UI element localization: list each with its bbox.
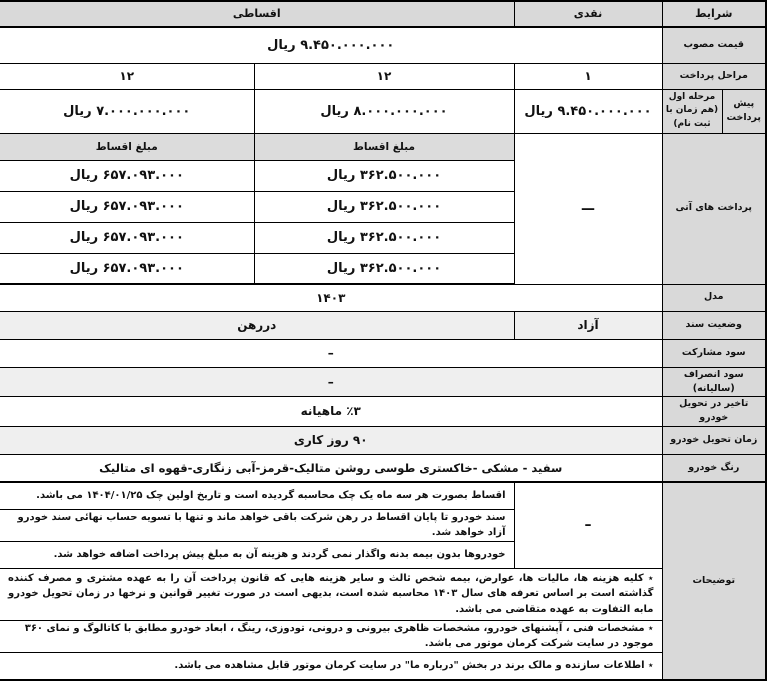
header-installment: اقساطی (0, 1, 514, 27)
participation-profit-label: سود مشارکت (662, 339, 766, 367)
down-payment-stage-label (662, 89, 722, 133)
model-label: مدل (662, 284, 766, 311)
document-status-cash: آزاد (514, 311, 662, 339)
delivery-delay-value: ٪۳ ماهیانه (0, 397, 662, 427)
car-color-value: سفید - مشکی -خاکستری طوسی روشن متالیک-قرمز-آبی زنگاری-قهوه ای متالیک (0, 454, 662, 482)
car-color-label: رنگ خودرو (662, 454, 766, 482)
note-row-wide: ٭ مشخصات فنی ، آپشنهای خودرو، مشخصات ظاهری بیرونی و درونی، تودوزی، رینگ ، ابعاد خودرو مطابق با کاتالوگ و نمای ۳۶۰ موجود در سایت شرکت کرمان موتور می باشد. (0, 620, 662, 652)
payment-stages-installment-b: ۱۲ (254, 63, 514, 89)
approved-price-label: قیمت مصوب (662, 27, 766, 63)
document-status-label: وضعیت سند (662, 311, 766, 339)
note-row-wide: ٭ اطلاعات سازنده و مالک برند در بخش "درباره ما" در سایت کرمان موتور قابل مشاهده می باشد. (0, 652, 662, 680)
header-cash: نقدی (514, 1, 662, 27)
down-payment-stage-line2: (هم زمان با ثبت نام) (665, 105, 719, 129)
delivery-time-label: زمان تحویل خودرو (662, 426, 766, 454)
cancellation-profit-label: سود انصراف (سالیانه) (662, 367, 766, 397)
participation-profit-value: – (0, 339, 662, 367)
payment-stages-cash: ۱ (514, 63, 662, 89)
installment-row: ۳۶۲.۵۰۰.۰۰۰ ریال (254, 160, 514, 191)
down-payment-label: پیش پرداخت (722, 89, 766, 133)
installment-row: ۳۶۲.۵۰۰.۰۰۰ ریال (254, 253, 514, 284)
note-row: سند خودرو تا پایان اقساط در رهن شرکت باقی خواهد ماند و تنها با تسویه حساب نهائی سند خودرو آزاد خواهد شد. (0, 509, 514, 541)
installment-row: ۳۶۲.۵۰۰.۰۰۰ ریال (254, 191, 514, 222)
future-payments-label: پرداخت های آتی (662, 133, 766, 284)
down-payment-installment-a: ۷.۰۰۰.۰۰۰.۰۰۰ ریال (0, 89, 254, 133)
installment-row: ۶۵۷.۰۹۳.۰۰۰ ریال (0, 191, 254, 222)
note-row: خودروها بدون بیمه بدنه واگذار نمی گردند و هزینه آن به مبلغ پیش پرداخت اضافه خواهد شد. (0, 541, 514, 568)
notes-label: توضیحات (662, 482, 766, 680)
installment-row: ۶۵۷.۰۹۳.۰۰۰ ریال (0, 253, 254, 284)
cancellation-profit-value: – (0, 367, 662, 397)
down-payment-installment-b: ۸.۰۰۰.۰۰۰.۰۰۰ ریال (254, 89, 514, 133)
installment-row: ۶۵۷.۰۹۳.۰۰۰ ریال (0, 222, 254, 253)
installment-amount-header-b: مبلغ اقساط (254, 133, 514, 160)
payment-stages-installment-a: ۱۲ (0, 63, 254, 89)
payment-stages-label: مراحل پرداخت (662, 63, 766, 89)
installment-amount-header-a: مبلغ اقساط (0, 133, 254, 160)
future-payments-cash-dash: — (514, 133, 662, 284)
installment-row: ۶۵۷.۰۹۳.۰۰۰ ریال (0, 160, 254, 191)
delivery-delay-label: تاخیر در تحویل خودرو (662, 397, 766, 427)
model-value: ۱۴۰۳ (0, 284, 662, 311)
delivery-time-value: ۹۰ روز کاری (0, 426, 662, 454)
down-payment-stage-line1: مرحله اول (668, 91, 716, 102)
note-row: اقساط بصورت هر سه ماه یک چک محاسبه گردیده است و تاریخ اولین چک ۱۴۰۴/۰۱/۲۵ می باشد. (0, 482, 514, 509)
installment-row: ۳۶۲.۵۰۰.۰۰۰ ریال (254, 222, 514, 253)
note-row-wide: ٭ کلیه هزینه ها، مالیات ها، عوارض، بیمه شخص ثالث و سایر هزینه هایی که قانون پرداخت آن را به عهده مشتری و مصرف کننده گذاشته است بر اساس تعرفه های سال ۱۴۰۳ محاسبه شده است، بدیهی است در صورت تغییر قوانین و نرخها در زمان تحویل خودرو مابه التفاوت به عهده متقاضی می باشد. (0, 568, 662, 620)
approved-price-value: ۹.۴۵۰.۰۰۰.۰۰۰ ریال (0, 27, 662, 63)
document-status-installment: دررهن (0, 311, 514, 339)
header-conditions: شرایط (662, 1, 766, 27)
notes-cash-dash: – (514, 482, 662, 568)
down-payment-cash: ۹.۴۵۰.۰۰۰.۰۰۰ ریال (514, 89, 662, 133)
